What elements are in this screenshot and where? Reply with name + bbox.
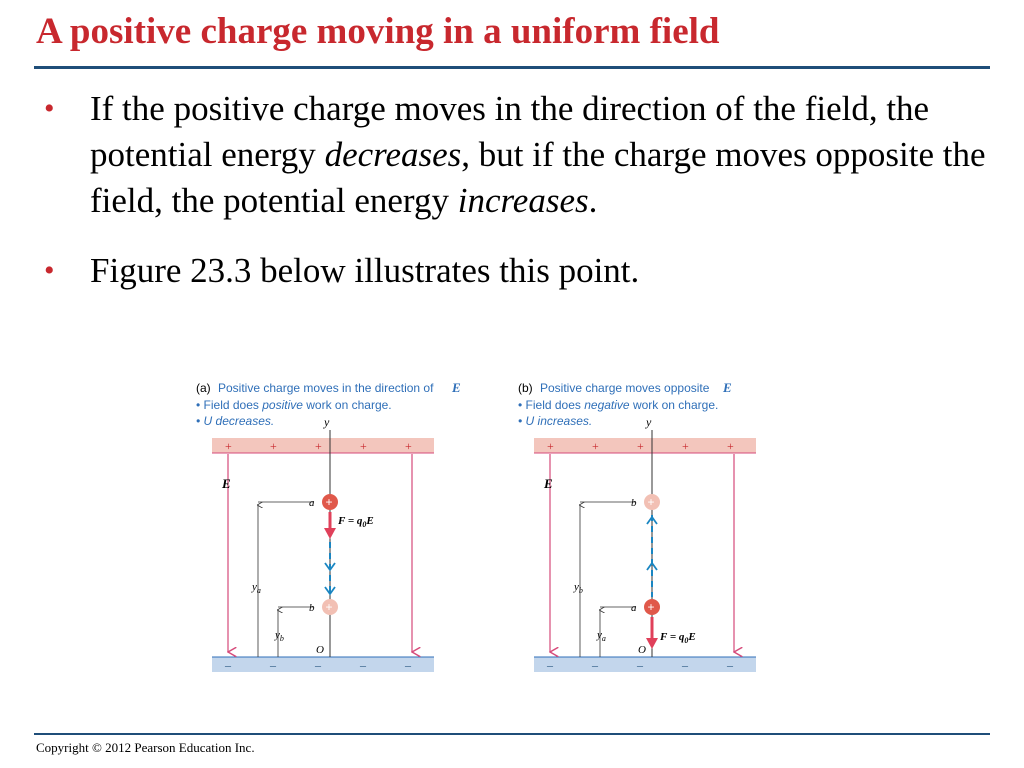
svg-text:+: + [225, 439, 232, 453]
bullet-1-text-mid: , but if the charge moves opposite the field, the potential energy [90, 135, 986, 220]
panel-a-heading-e: E [452, 380, 461, 395]
svg-text:–: – [360, 658, 366, 672]
panel-b-line1: • Field does negative work on charge. [518, 398, 719, 412]
panel-b-heading-e: E [723, 380, 732, 395]
panel-a-line2: • U decreases. [196, 414, 275, 428]
svg-text:–: – [547, 658, 553, 672]
panel-b [518, 380, 756, 672]
svg-text:–: – [727, 658, 733, 672]
panel-a-positive-plate [212, 438, 434, 453]
svg-text:+: + [405, 439, 412, 453]
bullet-list [44, 86, 1019, 294]
panel-a-tag: (a) [196, 381, 211, 395]
footer-divider [34, 733, 990, 735]
svg-text:+: + [360, 439, 367, 453]
panel-a-force-label: $F = q_0E$ [338, 515, 374, 529]
svg-text:+: + [647, 495, 655, 509]
svg-text:–: – [315, 658, 321, 672]
bullet-2-text: Figure 23.3 below illustrates this point. [90, 251, 640, 290]
svg-text:+: + [727, 439, 734, 453]
panel-a-point-a: a [309, 497, 315, 509]
panel-b-positive-plate [534, 438, 756, 453]
svg-text:–: – [682, 658, 688, 672]
panel-b-heading: Positive charge moves opposite [540, 381, 710, 395]
panel-a-heading: Positive charge moves in the direction of [218, 381, 434, 395]
panel-b-field-label: E [544, 476, 553, 491]
svg-text:–: – [592, 658, 598, 672]
slide-title: A positive charge moving in a uniform field [36, 11, 720, 52]
panel-a-origin-label: O [316, 644, 324, 656]
panel-b-height-upper-label: $y_b$ [574, 581, 583, 595]
svg-text:–: – [637, 658, 643, 672]
copyright-text: Copyright © 2012 Pearson Education Inc. [36, 740, 255, 755]
panel-b-negative-plate [534, 657, 756, 672]
panel-a-point-b: b [309, 602, 315, 614]
svg-text:+: + [682, 439, 689, 453]
figure-23-3 [190, 372, 780, 682]
panel-b-line2: • U increases. [518, 414, 593, 428]
panel-a-line1: • Field does positive work on charge. [196, 398, 392, 412]
svg-text:+: + [592, 439, 599, 453]
bullet-item-1 [44, 86, 1019, 224]
bullet-1-text: If the positive charge moves in the direction of the field, the potential energy [90, 89, 930, 174]
panel-a-field-label: E [222, 476, 231, 491]
panel-b-point-a: a [631, 602, 637, 614]
svg-text:+: + [325, 600, 333, 614]
svg-text:+: + [325, 495, 333, 509]
bullet-dot-icon: • [44, 254, 55, 287]
bullet-dot-icon: • [44, 92, 55, 125]
panel-a-y-axis-label: y [324, 415, 330, 429]
svg-text:–: – [270, 658, 276, 672]
panel-a-height-lower-label: $y_b$ [275, 629, 284, 643]
panel-b-tag: (b) [518, 381, 533, 395]
panel-a-negative-plate [212, 657, 434, 672]
svg-text:–: – [405, 658, 411, 672]
svg-text:+: + [547, 439, 554, 453]
svg-text:+: + [647, 600, 655, 614]
panel-b-force-label: $F = q_0E$ [660, 631, 696, 645]
panel-a-height-upper-label: $y_a$ [252, 581, 261, 595]
bullet-1-emphasis-decreases: decreases [324, 135, 462, 174]
svg-text:–: – [225, 658, 231, 672]
svg-text:+: + [637, 439, 644, 453]
bullet-1-text-end: . [588, 181, 598, 220]
panel-a [196, 380, 461, 672]
svg-text:+: + [315, 439, 322, 453]
panel-b-point-b: b [631, 497, 637, 509]
bullet-item-2 [44, 248, 1019, 294]
panel-b-height-lower-label: $y_a$ [597, 629, 606, 643]
panel-b-origin-label: O [638, 644, 646, 656]
svg-text:+: + [270, 439, 277, 453]
panel-b-y-axis-label: y [646, 415, 652, 429]
title-divider [34, 66, 990, 69]
bullet-1-emphasis-increases: increases [457, 181, 589, 220]
